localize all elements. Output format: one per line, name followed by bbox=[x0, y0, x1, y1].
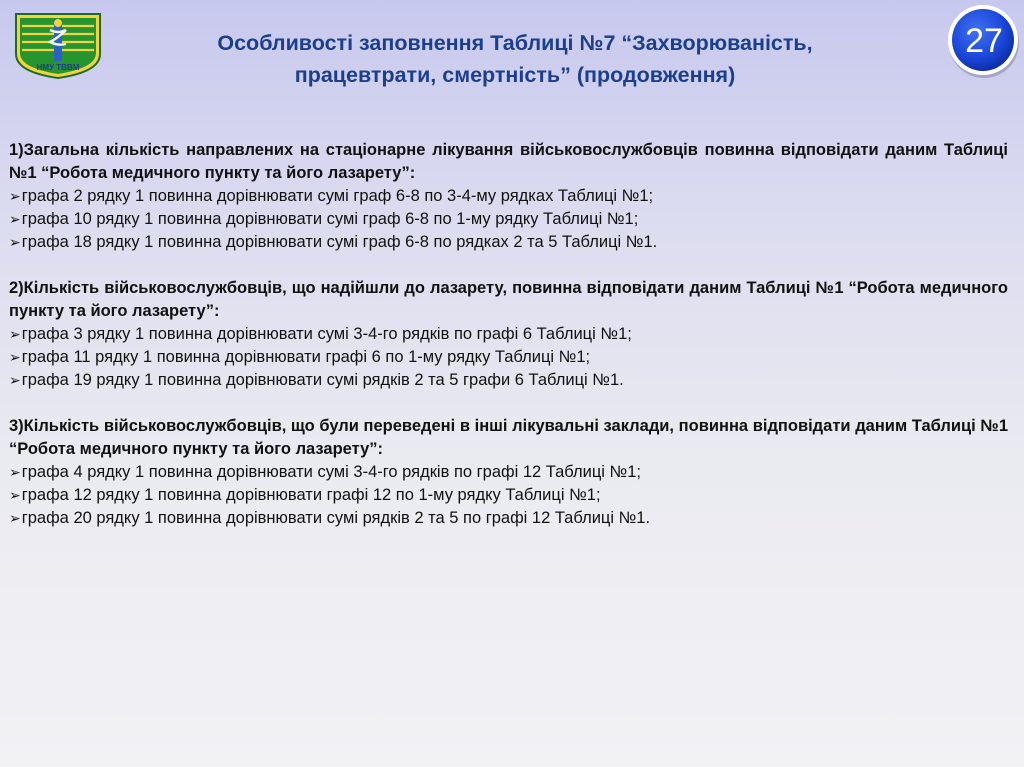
arrow-bullet-icon: ➢ bbox=[9, 188, 21, 204]
arrow-bullet-icon: ➢ bbox=[9, 211, 21, 227]
list-item bbox=[9, 507, 1008, 530]
section-2 bbox=[9, 277, 1008, 392]
title-line-2: працевтрати, смертність” (продовження) bbox=[294, 63, 736, 87]
arrow-bullet-icon: ➢ bbox=[9, 372, 21, 388]
list-item bbox=[9, 208, 1008, 231]
list-item-text: графа 11 рядку 1 повинна дорівнювати графі 6 по 1-му рядку Таблиці №1; bbox=[21, 348, 591, 366]
section-3 bbox=[9, 415, 1008, 530]
logo-text: НМУ ТВВМ bbox=[36, 63, 80, 72]
arrow-bullet-icon: ➢ bbox=[9, 464, 21, 480]
list-item bbox=[9, 461, 1008, 484]
list-item-text: графа 3 рядку 1 повинна дорівнювати сумі 3-4-го рядків по графі 6 Таблиці №1; bbox=[21, 325, 632, 343]
list-item bbox=[9, 231, 1008, 254]
list-item bbox=[9, 346, 1008, 369]
list-item-text: графа 2 рядку 1 повинна дорівнювати сумі граф 6-8 по 3-4-му рядках Таблиці №1; bbox=[21, 187, 654, 205]
section-intro: 1)Загальна кількість направлених на стаціонарне лікування військовослужбовців повинна відповідати даним Таблиці №1 “Робота медичного пункту та його лазарету”: bbox=[9, 141, 1008, 182]
list-item-text: графа 4 рядку 1 повинна дорівнювати сумі 3-4-го рядків по графі 12 Таблиці №1; bbox=[21, 463, 641, 481]
section-intro: 3)Кількість військовослужбовців, що були переведені в інші лікувальні заклади, повинна відповідати даним Таблиці №1 “Робота медичного пункту та його лазарету”: bbox=[9, 417, 1008, 458]
arrow-bullet-icon: ➢ bbox=[9, 234, 21, 250]
list-item-text: графа 12 рядку 1 повинна дорівнювати графі 12 по 1-му рядку Таблиці №1; bbox=[21, 486, 601, 504]
arrow-bullet-icon: ➢ bbox=[9, 349, 21, 365]
arrow-bullet-icon: ➢ bbox=[9, 487, 21, 503]
list-item-text: графа 18 рядку 1 повинна дорівнювати сумі граф 6-8 по рядках 2 та 5 Таблиці №1. bbox=[21, 233, 658, 251]
arrow-bullet-icon: ➢ bbox=[9, 326, 21, 342]
list-item-text: графа 20 рядку 1 повинна дорівнювати сумі рядків 2 та 5 по графі 12 Таблиці №1. bbox=[21, 509, 651, 527]
emblem-icon bbox=[14, 12, 102, 80]
list-item bbox=[9, 369, 1008, 392]
list-item bbox=[9, 484, 1008, 507]
list-item bbox=[9, 185, 1008, 208]
list-item-text: графа 10 рядку 1 повинна дорівнювати сумі граф 6-8 по 1-му рядку Таблиці №1; bbox=[21, 210, 639, 228]
list-item bbox=[9, 323, 1008, 346]
section-1 bbox=[9, 139, 1008, 254]
section-spacer bbox=[9, 392, 1008, 415]
page-number-badge bbox=[945, 2, 1023, 80]
arrow-bullet-icon: ➢ bbox=[9, 510, 21, 526]
section-spacer bbox=[9, 254, 1008, 277]
page-title bbox=[110, 27, 920, 91]
content-body bbox=[9, 139, 1008, 530]
title-line-1: Особливості заповнення Таблиці №7 “Захворюваність, bbox=[217, 31, 813, 55]
list-item-text: графа 19 рядку 1 повинна дорівнювати сумі рядків 2 та 5 графи 6 Таблиці №1. bbox=[21, 371, 624, 389]
section-intro: 2)Кількість військовослужбовців, що надійшли до лазарету, повинна відповідати даним Таблиці №1 “Робота медичного пункту та його лазарету”: bbox=[9, 279, 1008, 320]
page-number: 27 bbox=[965, 21, 1003, 60]
emblem-logo bbox=[14, 12, 102, 80]
